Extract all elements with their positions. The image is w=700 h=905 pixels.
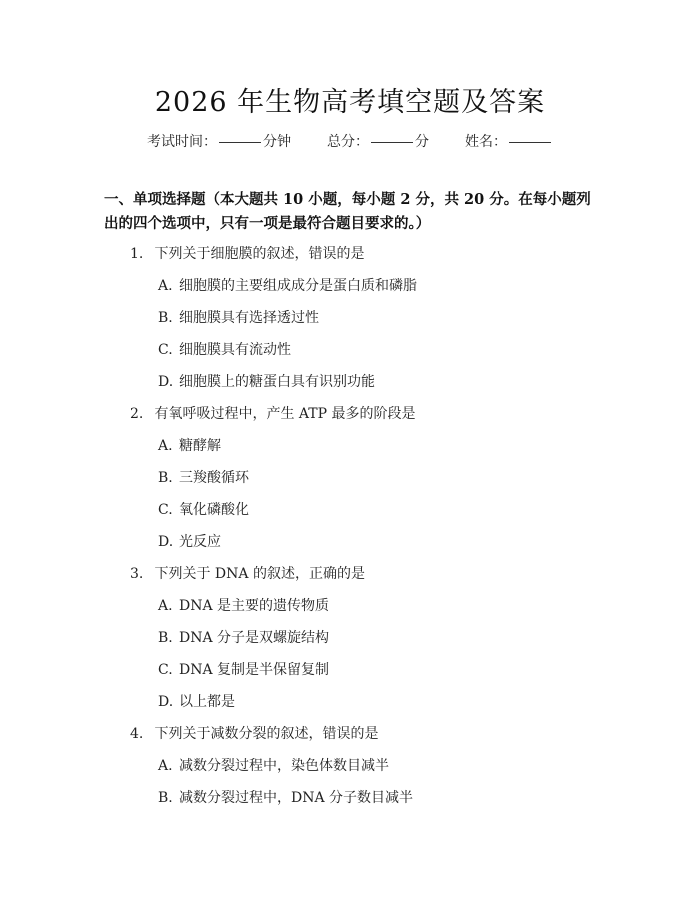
option-2a bbox=[158, 435, 221, 455]
question-number: 1. bbox=[130, 246, 144, 262]
question-2 bbox=[130, 403, 415, 423]
option-2c bbox=[158, 499, 249, 519]
option-text: 细胞膜的主要组成成分是蛋白质和磷脂 bbox=[179, 278, 417, 294]
option-letter: C. bbox=[158, 502, 173, 518]
option-text: 减数分裂过程中，染色体数目减半 bbox=[179, 758, 389, 774]
option-letter: D. bbox=[158, 534, 174, 550]
option-letter: D. bbox=[158, 694, 174, 710]
question-text: 有氧呼吸过程中，产生 ATP 最多的阶段是 bbox=[154, 406, 416, 422]
question-number: 4. bbox=[130, 726, 144, 742]
option-letter: A. bbox=[158, 438, 173, 454]
exam-time-blank bbox=[219, 142, 261, 143]
question-text: 下列关于细胞膜的叙述，错误的是 bbox=[154, 246, 365, 262]
option-letter: C. bbox=[158, 662, 173, 678]
option-2b bbox=[158, 467, 249, 487]
question-1 bbox=[130, 243, 364, 263]
student-name-label: 姓名： bbox=[465, 134, 507, 150]
section-heading: 一、单项选择题（本大题共 10 小题，每小题 2 分，共 20 分。在每小题列出的四个选项中，只有一项是最符合题目要求的。） bbox=[104, 191, 591, 232]
option-1a bbox=[158, 275, 417, 295]
option-4a bbox=[158, 755, 389, 775]
question-text: 下列关于减数分裂的叙述，错误的是 bbox=[154, 726, 379, 742]
option-text: 糖酵解 bbox=[179, 438, 221, 454]
question-4 bbox=[130, 723, 378, 743]
question-text: 下列关于 DNA 的叙述，正确的是 bbox=[154, 566, 365, 582]
option-3b bbox=[158, 627, 329, 647]
option-text: 氧化磷酸化 bbox=[179, 502, 249, 518]
option-letter: B. bbox=[158, 630, 173, 646]
question-number: 2. bbox=[130, 406, 144, 422]
option-4b bbox=[158, 787, 413, 807]
exam-info-bar bbox=[0, 131, 700, 151]
option-text: DNA 是主要的遗传物质 bbox=[179, 598, 330, 614]
page-title: 2026 年生物高考填空题及答案 bbox=[154, 87, 546, 118]
option-text: 减数分裂过程中，DNA 分子数目减半 bbox=[179, 790, 414, 806]
student-name-blank bbox=[509, 142, 551, 143]
option-letter: C. bbox=[158, 342, 173, 358]
total-score-unit: 分 bbox=[415, 134, 429, 150]
option-3d bbox=[158, 691, 235, 711]
option-2d bbox=[158, 531, 221, 551]
option-letter: A. bbox=[158, 598, 173, 614]
total-score-field bbox=[327, 131, 429, 151]
option-letter: D. bbox=[158, 374, 174, 390]
option-text: 细胞膜具有选择透过性 bbox=[179, 310, 319, 326]
option-text: 以上都是 bbox=[179, 694, 235, 710]
exam-time-field bbox=[147, 131, 291, 151]
option-1c bbox=[158, 339, 291, 359]
option-text: DNA 分子是双螺旋结构 bbox=[179, 630, 330, 646]
option-1b bbox=[158, 307, 319, 327]
total-score-label: 总分： bbox=[327, 134, 369, 150]
question-3 bbox=[130, 563, 365, 583]
option-letter: B. bbox=[158, 470, 173, 486]
option-text: 光反应 bbox=[179, 534, 221, 550]
option-letter: B. bbox=[158, 790, 173, 806]
option-3a bbox=[158, 595, 329, 615]
option-text: 三羧酸循环 bbox=[179, 470, 249, 486]
option-text: 细胞膜具有流动性 bbox=[179, 342, 291, 358]
total-score-blank bbox=[371, 142, 413, 143]
student-name-field bbox=[465, 131, 553, 151]
option-text: DNA 复制是半保留复制 bbox=[179, 662, 330, 678]
exam-time-label: 考试时间： bbox=[147, 134, 217, 150]
option-3c bbox=[158, 659, 329, 679]
option-text: 细胞膜上的糖蛋白具有识别功能 bbox=[179, 374, 375, 390]
option-letter: A. bbox=[158, 758, 173, 774]
question-number: 3. bbox=[130, 566, 144, 582]
option-letter: B. bbox=[158, 310, 173, 326]
exam-time-unit: 分钟 bbox=[263, 134, 291, 150]
option-letter: A. bbox=[158, 278, 173, 294]
option-1d bbox=[158, 371, 375, 391]
